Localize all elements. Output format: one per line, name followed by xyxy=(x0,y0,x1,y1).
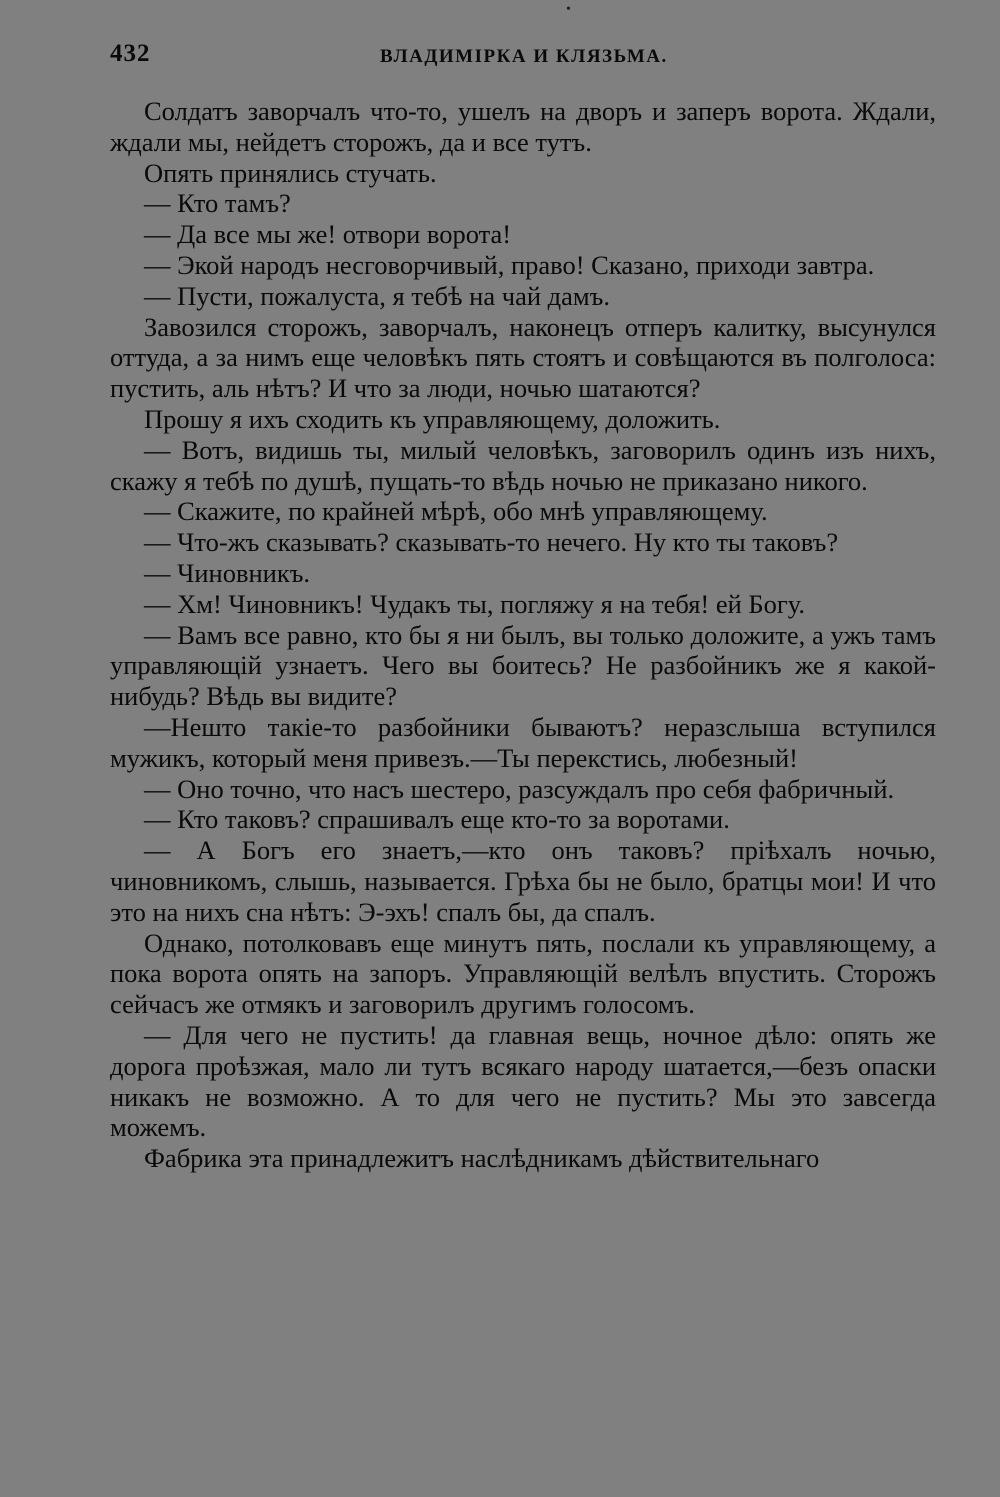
paragraph: — Для чего не пустить! да главная вещь, ночное дѣло: опять же дорога проѣзжая, мало ли тутъ всякаго народу шатается,—безъ опаски никакъ не возможно. А то для чего не пустить? Мы это завсегда можемъ. xyxy=(110,1019,936,1143)
paragraph: — Экой народъ несговорчивый, право! Сказано, приходи завтра. xyxy=(144,249,875,280)
paragraph: Прошу я ихъ сходить къ управляющему, доложить. xyxy=(144,403,721,434)
paragraph: — Кто тамъ? xyxy=(144,188,291,219)
paragraph: Опять принялись стучать. xyxy=(144,157,437,188)
paragraph: Однако, потолковавъ еще минутъ пять, послали къ управляющему, а пока ворота опять на запоръ. Управляющiй велѣлъ впустить. Сторожъ сейчасъ же отмякъ и заговорилъ другимъ голосомъ. xyxy=(110,927,936,1020)
paragraph: — А Богъ его знаетъ,—кто онъ таковъ? прiѣхалъ ночью, чиновникомъ, слышь, называется. Грѣха бы не было, братцы мои! И что это на нихъ сна нѣтъ: Э-эхъ! спалъ бы, да спалъ. xyxy=(110,835,936,927)
paragraph: —Нешто такiе-то разбойники бываютъ? неразслыша вступился мужикъ, который меня привезъ.—Ты перекстись, любезный! xyxy=(110,711,936,773)
paragraph: — Хм! Чиновникъ! Чудакъ ты, погляжу я на тебя! ей Богу. xyxy=(144,588,805,619)
paragraph: — Оно точно, что насъ шестеро, разсуждалъ про себя фабричный. xyxy=(144,773,895,804)
paragraph: Завозился сторожъ, заворчалъ, наконецъ отперъ калитку, высунулся оттуда, а за нимъ еще человѣкъ пять стоятъ и совѣщаются въ полголоса: пустить, аль нѣтъ? И что за люди, ночью шатаются? xyxy=(110,311,936,404)
paragraph: Солдатъ заворчалъ что-то, ушелъ на дворъ и заперъ ворота. Ждали, ждали мы, нейдетъ сторожъ, да и все тутъ. xyxy=(110,96,936,157)
paragraph: — Скажите, по крайней мѣрѣ, обо мнѣ управляющему. xyxy=(144,496,768,527)
page-header xyxy=(110,40,936,80)
paragraph: — Чиновникъ. xyxy=(144,557,311,588)
paragraph: — Что-жъ сказывать? сказывать-то нечего. Ну кто ты таковъ? xyxy=(144,527,839,558)
paragraph: — Вотъ, видишь ты, милый человѣкъ, заговорилъ одинъ изъ нихъ, скажу я тебѣ по душѣ, пущать-то вѣдь ночью не приказано никого. xyxy=(110,434,936,496)
paragraph: — Да все мы же! отвори ворота! xyxy=(144,219,512,250)
paragraph: Фабрика эта принадлежитъ наслѣдникамъ дѣйствительнаго xyxy=(144,1143,820,1174)
page-number: 432 xyxy=(110,40,151,67)
scan-speck-mark: • xyxy=(566,2,571,17)
paragraph: — Вамъ все равно, кто бы я ни былъ, вы только доложите, а ужъ тамъ управляющiй узнаетъ. Чего вы боитесь? Не разбойникъ же я какой-нибудь? Вѣдь вы видите? xyxy=(110,619,936,712)
book-page xyxy=(110,40,936,1174)
paragraph: — Пусти, пожалуста, я тебѣ на чай дамъ. xyxy=(144,280,610,311)
running-title: ВЛАДИМIРКА И КЛЯЗЬМА. xyxy=(380,46,668,67)
body-text xyxy=(110,96,936,1174)
paragraph: — Кто таковъ? спрашивалъ еще кто-то за воротами. xyxy=(144,804,730,835)
